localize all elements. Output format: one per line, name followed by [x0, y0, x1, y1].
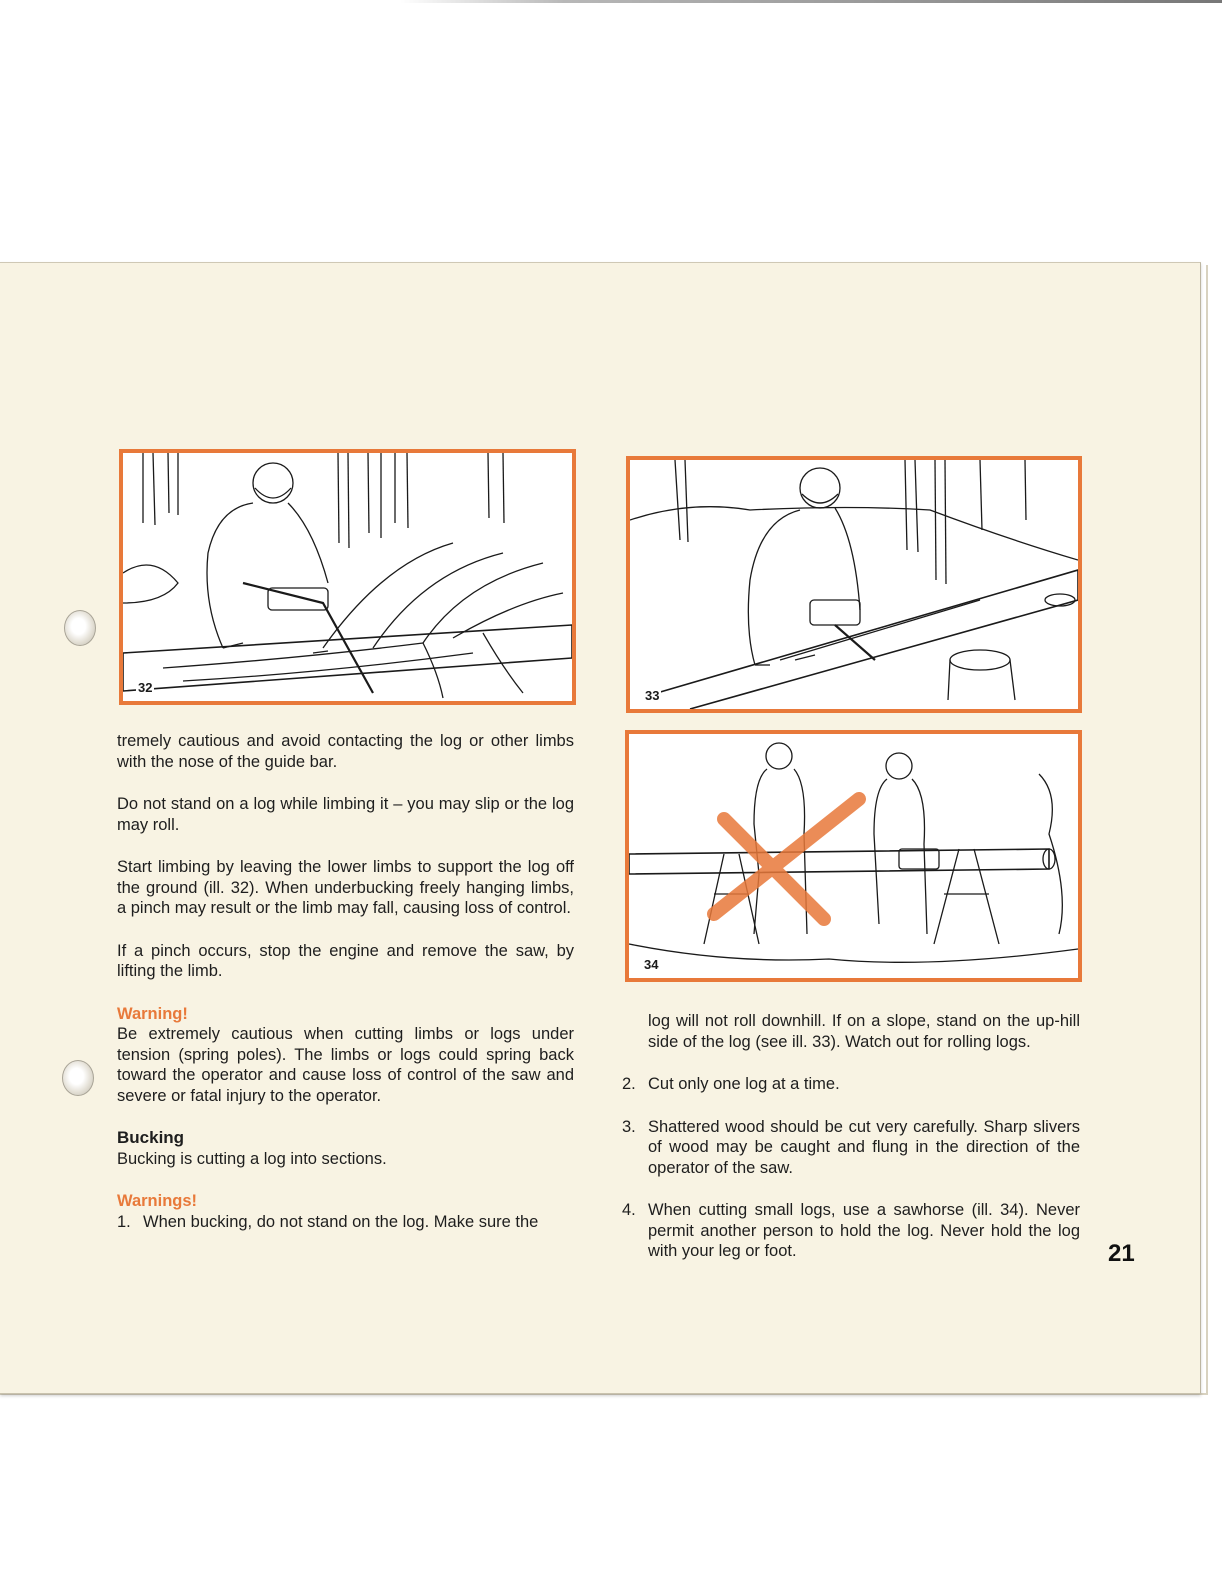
bucking-heading: Bucking — [117, 1128, 185, 1147]
item-number: 1. — [117, 1212, 131, 1231]
binder-hole-bottom — [62, 1060, 94, 1096]
page-number: 21 — [1108, 1240, 1135, 1267]
scan-edge-line — [400, 0, 1222, 3]
binder-hole-top — [64, 610, 96, 646]
right-text-column — [622, 1011, 1080, 1284]
limbing-paragraph-2: Do not stand on a log while limbing it – you may slip or the log may roll. — [117, 795, 574, 834]
left-text-column — [117, 731, 574, 1254]
illustration-34 — [625, 730, 1082, 982]
bucking-definition: Bucking is cutting a log into sections. — [117, 1149, 387, 1168]
limbing-paragraph-1: tremely cautious and avoid contacting the log or other limbs with the nose of the guide bar. — [117, 732, 574, 771]
item-number: 2. — [622, 1075, 636, 1093]
item-text: log will not roll downhill. If on a slope, stand on the up-hill side of the log (see ill. 33). Watch out for rolling logs. — [648, 1012, 1080, 1051]
warning-item-1 — [117, 1212, 574, 1233]
warning-item-4 — [622, 1200, 1080, 1262]
item-text: Shattered wood should be cut very carefully. Sharp slivers of wood may be caught and flung in the direction of the operator of the saw. — [648, 1117, 1080, 1177]
figure-number-34: 34 — [644, 957, 659, 972]
item-number: 4. — [622, 1201, 636, 1219]
limbing-paragraph-3: Start limbing by leaving the lower limbs to support the log off the ground (ill. 32). When underbucking freely hanging limbs, a pinch may result or the limb may fall, causing loss of control. — [117, 858, 574, 917]
sawhorse-comparison-drawing — [629, 734, 1078, 978]
warning-item-1-continued — [622, 1011, 1080, 1052]
figure-number-33: 33 — [645, 688, 660, 703]
item-number: 3. — [622, 1117, 636, 1136]
warning-heading: Warning! — [117, 1004, 188, 1023]
illustration-32 — [119, 449, 576, 705]
item-text: When bucking, do not stand on the log. Make sure the — [143, 1212, 539, 1231]
figure-number-32: 32 — [138, 680, 153, 695]
warnings-heading: Warnings! — [117, 1192, 198, 1210]
warning-text: Be extremely cautious when cutting limbs or logs under tension (spring poles). The limbs or logs could spring back toward the operator and cause loss of control of the saw and severe or fatal injury to the operator. — [117, 1025, 574, 1105]
warning-item-3 — [622, 1117, 1080, 1179]
illustration-33 — [626, 456, 1082, 713]
bucking-on-slope-drawing — [630, 460, 1078, 709]
limbing-paragraph-4: If a pinch occurs, stop the engine and remove the saw, by lifting the limb. — [117, 941, 574, 980]
warning-item-2 — [622, 1074, 1080, 1095]
item-text: When cutting small logs, use a sawhorse (ill. 34). Never permit another person to hold the log. Never hold the log with your leg or foot. — [648, 1201, 1080, 1260]
limbing-drawing — [123, 453, 572, 701]
item-text: Cut only one log at a time. — [648, 1075, 840, 1093]
